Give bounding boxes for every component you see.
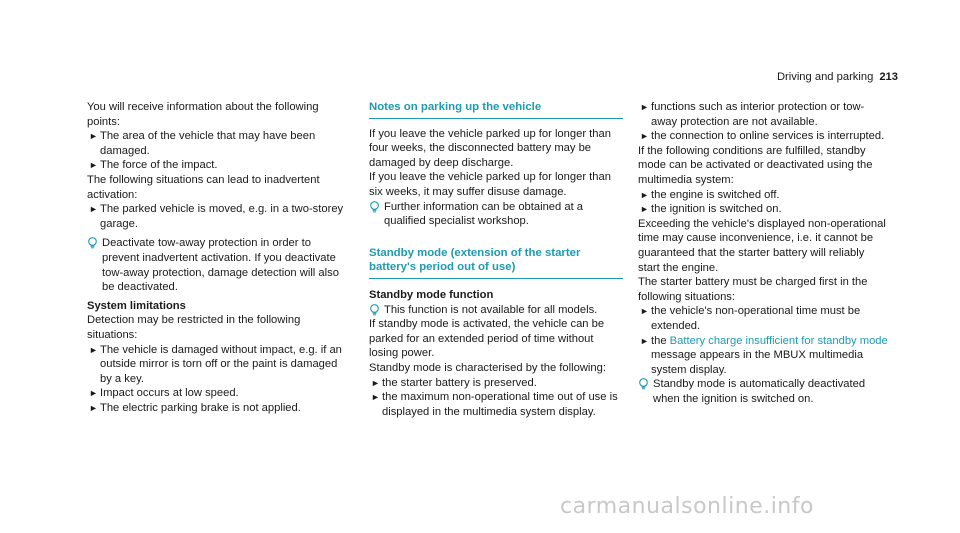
system-limitations-heading: System limitations [87,299,186,312]
list-item: ► the starter battery is preserved. [371,376,537,389]
paragraph: If the following conditions are fulfilled, standby mode can be activated or deactivated using the multimedia system: [638,144,873,186]
list-item: ► The area of the vehicle that may have been damaged. [89,130,316,157]
intro-paragraph: You will receive information about the following points: [87,101,319,128]
list-item: ► the Battery charge insufficient for standby mode message appears in the MBUX multimedia system display. [640,334,888,376]
standby-characteristics-list [369,376,623,420]
bullet-icon: ► [640,306,649,317]
note-text: This function is not available for all models. [384,303,598,316]
charge-situations-list [638,304,888,377]
note-icon [369,201,380,213]
list-item: ► The vehicle is damaged without impact, e.g. if an outside mirror is torn off or the paint is damaged by a key. [89,343,342,385]
bullet-icon: ► [89,160,98,171]
situations-list [87,202,349,231]
list-item: ► the engine is switched off. [640,188,780,201]
limitations-intro: Detection may be restricted in the following situations: [87,314,301,341]
paragraph: Standby mode is characterised by the following: [369,361,606,374]
page-header [777,70,898,85]
standby-characteristics-list-cont [638,100,888,144]
bullet-icon: ► [640,102,649,112]
section-title: Driving and parking [776,71,874,83]
list-item: ► the connection to online services is interrupted. [640,130,885,143]
note-text: Standby mode is automatically deactivated when the ignition is switched on. [653,378,866,405]
column-1 [87,100,349,415]
limitations-list [87,343,349,416]
bullet-icon: ► [640,204,649,215]
paragraph: The starter battery must be charged first in the following situations: [638,276,868,303]
list-item: ► the vehicle's non-operational time must be extended. [640,305,861,332]
parking-up-heading: Notes on parking up the vehicle [369,100,623,119]
watermark: carmanualsonline.info [560,494,814,519]
paragraph: If you leave the vehicle parked up for longer than four weeks, the disconnected battery may be damaged by deep discharge. [369,127,611,169]
note-text: Deactivate tow-away protection in order to prevent inadvertent activation. If you deactivate tow-away protection, damage detection will also be deactivated. [102,237,339,294]
list-item: ► the ignition is switched on. [640,203,782,216]
standby-mode-heading: Standby mode (extension of the starter battery's period out of use) [369,246,623,279]
bullet-icon: ► [640,189,649,200]
bullet-icon: ► [89,388,98,399]
intro-list [87,129,349,173]
list-item: ► functions such as interior protection or tow-away protection are not available. [640,101,865,128]
conditions-list [638,188,888,217]
note-text: Further information can be obtained at a qualified specialist workshop. [384,200,584,228]
list-item: ► Impact occurs at low speed. [89,387,239,400]
column-2 [369,100,623,419]
bullet-icon: ► [89,402,98,413]
battery-message-link[interactable]: Battery charge insufficient for standby mode [669,334,888,347]
note [369,303,623,318]
paragraph: Exceeding the vehicle's displayed non-operational time may cause inconvenience, i.e. it cannot be guaranteed that the starter battery will reliably start the engine. [638,217,886,274]
note [87,236,349,294]
page-number: 213 [879,71,898,83]
note-icon [369,304,380,316]
bullet-icon: ► [89,344,98,355]
list-item: ► The force of the impact. [89,159,218,172]
note-icon [638,378,649,390]
bullet-icon: ► [89,204,98,215]
note [369,200,623,229]
note-icon [87,237,98,249]
list-item: ► the maximum non-operational time out of use is displayed in the multimedia system display. [371,391,618,418]
paragraph: If you leave the vehicle parked up for longer than six weeks, it may suffer disuse damage. [369,171,611,198]
list-item: ► The parked vehicle is moved, e.g. in a two-storey garage. [89,203,344,230]
paragraph: If standby mode is activated, the vehicle can be parked for an extended period of time without losing power. [369,318,605,360]
bullet-icon: ► [371,392,380,403]
bullet-icon: ► [89,131,98,142]
situations-intro: The following situations can lead to inadvertent activation: [87,173,320,201]
column-3 [638,100,888,406]
note [638,377,888,406]
standby-function-heading: Standby mode function [369,288,494,301]
list-item: ► The electric parking brake is not applied. [89,401,301,414]
bullet-icon: ► [640,131,649,142]
bullet-icon: ► [371,377,380,388]
bullet-icon: ► [640,335,649,346]
